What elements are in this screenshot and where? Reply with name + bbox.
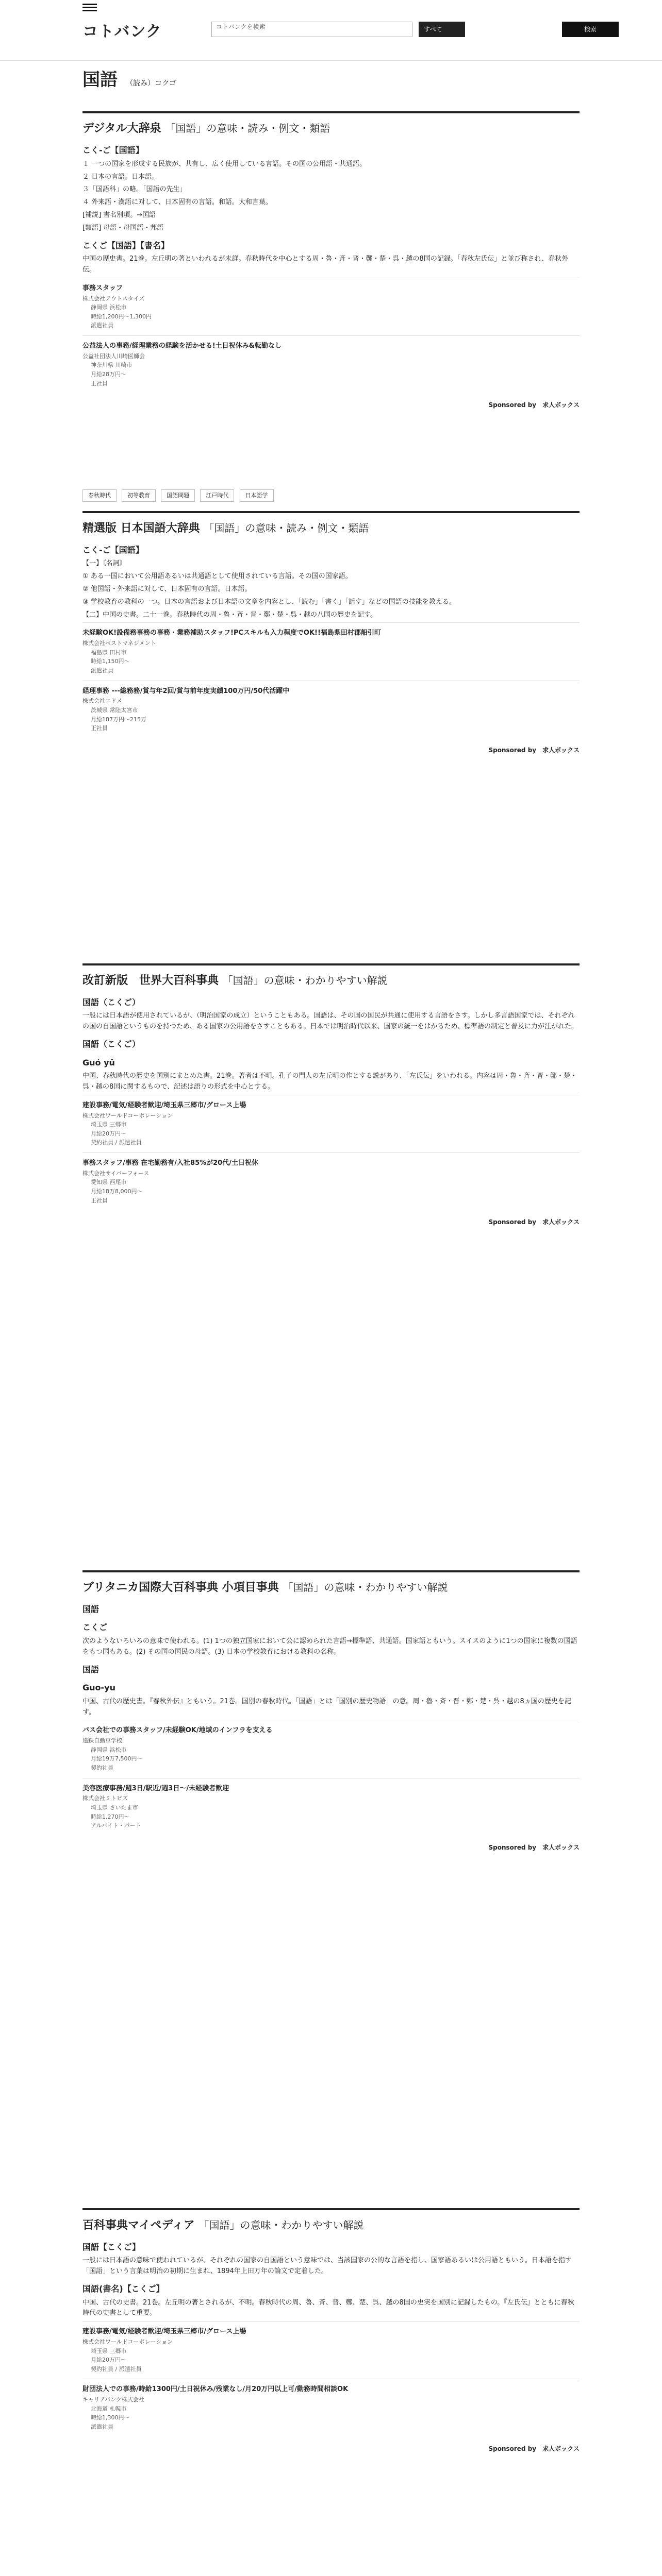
definition: 中国、春秋時代の歴史を国別にまとめた書。21巻。著者は不明。孔子の門人の左丘明の作とする説があり、「左氏伝」をいわれる。内容は周・魯・斉・晋・鄭・楚・呉・越の8国に関するもので、記述は語りの形式を中心とする。 (82, 1072, 577, 1091)
sponsor-label: Sponsored by 求人ボックス (488, 2445, 580, 2452)
definition: ① ある一国において公用語あるいは共通語として使用されている言語。その国の国家語。 (82, 572, 352, 581)
job-ad[interactable]: 美容医療事務/週3日/駅近/週3日〜/未経験者歓迎 株式会社ミトビズ 埼玉県 さいたま市 時給1,270円〜 アルバイト・パート (82, 1778, 580, 1836)
synonyms: [類語] 母語・母国語・邦語 (82, 224, 164, 232)
section-britannica (82, 1570, 580, 2199)
tag-link[interactable]: 日本語学 (240, 489, 274, 502)
tag-link[interactable]: 春秋時代 (82, 489, 117, 502)
sponsor-label: Sponsored by 求人ボックス (488, 746, 580, 754)
job-ad[interactable]: 建設事務/電気/経験者歓迎/埼玉県三郷市/グロース上場 株式会社ワールドコーポレーション 埼玉県 三郷市 月給20万円〜 契約社員 / 派遣社員 (82, 1095, 580, 1153)
sponsor-label: Sponsored by 求人ボックス (488, 1218, 580, 1226)
definition: 【二】中国の史書。二十一巻。春秋時代の周・魯・斉・晋・鄭・楚・呉・越の八国の歴史を記す。 (82, 611, 377, 619)
tag-link[interactable]: 初等教育 (122, 489, 156, 502)
headword-romanization: Guó yǔ (82, 1057, 115, 1067)
definition: １ 一つの国家を形成する民族が、共有し、広く使用している言語。その国の公用語・共通語。 (82, 160, 367, 168)
sponsor-label: Sponsored by 求人ボックス (488, 401, 580, 409)
job-ad[interactable]: 財団法人での事務/時給1300円/土日祝休み/残業なし/月20万円以上可/動務時間相談OK キャリアバンク株式会社 北海道 札幌市 時給1,300円〜 派遣社員 (82, 2379, 580, 2436)
section-title: ブリタニカ国際大百科事典 小項目事典 「国語」の意味・わかりやすい解説 (82, 1581, 448, 1594)
tag-link[interactable]: 国語問題 (161, 489, 195, 502)
job-ad[interactable]: 未経験OK!設備務事務の事務・業務補助スタッフ!PCスキルも入力程度でOK!!福島県田村郡船引町 株式会社ベストマネジメント 福島県 田村市 時給1,150円〜 派遣社員 (82, 622, 580, 680)
definition: ４ 外来語・漢語に対して、日本固有の言語。和語。大和言葉。 (82, 198, 272, 207)
definition: 次のようないろいろの意味で使われる。(1) 1つの独立国家において公に認められた言語→標準語、共通語。国家語ともいう。スイスのように1つの国家に複数の国語をもつ国もある。(2) その国の国民の母語。(3) 日本の学校教育における教科の名称。 (82, 1637, 577, 1656)
section-title: 精選版 日本国語大辞典 「国語」の意味・読み・例文・類語 (82, 521, 369, 535)
headword: 国語（こくご） (82, 997, 141, 1007)
section-title: 改訂新版 世界大百科事典 「国語」の意味・わかりやすい解説 (82, 974, 388, 987)
definition: 一般には日本語が使用されているが、（明治国家の成立）ということもある。国語は、その国の国民が共通に使用する言語をさす。しかし多言語国家では、それぞれの国の自国語というものを持つため、ある国家の公用語をさすこともある。日本では明治時代以来、国家の統一をはかるため、標準語の制定と普及に力が注がれた。 (82, 1012, 578, 1031)
job-ad[interactable]: 公益法人の事務/経理業務の経験を活かせる!土日祝休み&転勤なし 公益社団法人川崎医師会 神奈川県 川崎市 月給28万円〜 正社員 (82, 335, 580, 393)
search-input[interactable]: コトバンクを検索 (211, 22, 412, 37)
section-daijisen (82, 111, 580, 482)
headword: こくご【国語】【書名】 (82, 240, 170, 250)
definition: 一般には日本語の意味で使われているが、それぞれの国家の自国語という意味では、当該国家の公的な言語を指し、国家語あるいは公用語ともいう。日本語を指す「国語」という言葉は明治の初期に生まれ、1894年上田万年の論文で定着した。 (82, 2257, 572, 2276)
definition: 中国、古代の史書。21巻。左丘明の著とされるが、不明。春秋時代の周、魯、斉、晋、鄭、楚、呉、越の8国の史実を国別に記録したもの。『左氏伝』とともに春秋時代の史書として重要。 (82, 2298, 574, 2317)
headword: 国語【こくご】 (82, 2242, 141, 2252)
headword-reading: こくご (82, 1622, 108, 1633)
definition: 【一】〘名詞〙 (82, 560, 126, 568)
section-sekai (82, 963, 580, 1561)
headword: こく‐ご【国語】 (82, 545, 144, 555)
section-mypedia (82, 2208, 580, 2576)
site-logo[interactable]: コトバンク (82, 23, 162, 41)
section-nikkoku (82, 511, 580, 954)
headword: 国語（こくご） (82, 1039, 141, 1049)
definition: 中国、古代の歴史書。『春秋外伝』ともいう。21巻。国別の春秋時代。「国語」とは「国別の歴史物語」の意。周・魯・斉・晋・鄭・楚・呉・越の8ヵ国の歴史を記す。 (82, 1697, 571, 1716)
menu-icon[interactable] (82, 2, 97, 12)
headword: 国語 (82, 1664, 100, 1674)
section-title: デジタル大辞泉 「国語」の意味・読み・例文・類語 (82, 122, 330, 135)
definition: ２ 日本の言語。日本語。 (82, 173, 159, 181)
job-ad[interactable]: 経理事務 ---総務務/賞与年2回/賞与前年度実績100万円/50代活躍中 株式会社エドメ 茨城県 常陸太宮市 月給187万円〜215万 正社員 (82, 681, 580, 738)
search-scope-select[interactable]: すべて (419, 22, 465, 37)
word-heading (82, 61, 580, 102)
definition: 中国の歴史書。21巻。左丘明の著といわれるが未詳。春秋時代を中心とする周・魯・斉・晋・鄭・楚・呉・越の8国の記録。「春秋左氏伝」と並び称され、春秋外伝。 (82, 255, 569, 274)
job-ad[interactable]: 建設事務/電気/経験者歓迎/埼玉県三郷市/グロース上場 株式会社ワールドコーポレーション 埼玉県 三郷市 月給20万円〜 契約社員 / 派遣社員 (82, 2321, 580, 2379)
site-header (0, 0, 662, 61)
sponsor-label: Sponsored by 求人ボックス (488, 1843, 580, 1851)
definition: ② 他国語・外来語に対して、日本固有の言語。日本語。 (82, 585, 252, 593)
headword: 国語(書名)【こくご】 (82, 2283, 164, 2294)
job-ad[interactable]: バス会社での事務スタッフ/未経験OK/地域のインフラを支える 遠鉄自動車学校 静岡県 浜松市 月給19万7,500円〜 契約社員 (82, 1720, 580, 1777)
search-button[interactable]: 検索 (562, 22, 619, 37)
headword-romanization: Guo-yu (82, 1683, 115, 1693)
job-ad[interactable]: 事務スタッフ/事務 在宅勤務有/入社85%が20代/土日祝休 株式会社サイバーフォース 愛知県 西尾市 月給18万8,000円〜 正社員 (82, 1153, 580, 1210)
definition: ３「国語科」の略。「国語の先生」 (82, 185, 187, 194)
job-ad[interactable]: 事務スタッフ 株式会社アウトスタイズ 静岡県 浜松市 時給1,200円〜1,300円 派遣社員 (82, 278, 580, 335)
headword: こく‐ご【国語】 (82, 145, 144, 156)
page-title: 国語 (82, 70, 118, 90)
headword: 国語 (82, 1604, 100, 1614)
note: [補説] 書名別項。→国語 (82, 211, 156, 219)
tag-link[interactable]: 江戸時代 (200, 489, 234, 502)
section-title: 百科事典マイペディア 「国語」の意味・わかりやすい解説 (82, 2218, 364, 2232)
related-tags (82, 489, 580, 502)
reading: （読み）コクゴ (126, 79, 176, 88)
definition: ③ 学校教育の教科の一つ。日本の言語および日本語の文章を内容とし、「読む」「書く」「話す」などの国語の技能を教える。 (82, 598, 456, 606)
